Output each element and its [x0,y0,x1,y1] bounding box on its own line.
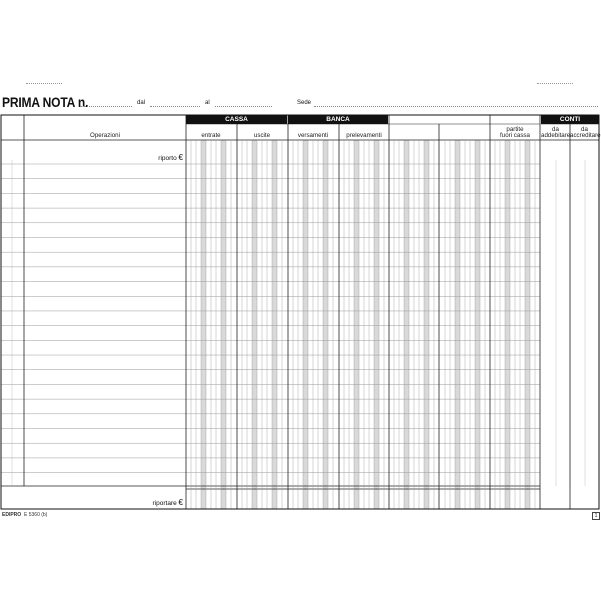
conti-header: CONTI [541,115,599,124]
partite-header-line2: fuori cassa [500,132,530,139]
prelevamenti-header: prelevamenti [346,132,382,139]
digit-shade-column [374,140,379,509]
form-code: E 5360 (b) [24,512,48,518]
uscite-header: uscite [253,132,271,139]
digit-shade-column [424,140,429,509]
partite-header-line1: partite [506,126,524,133]
digit-shade-column [252,140,257,509]
digit-shade-column [525,140,530,509]
operazioni-header: Operazioni [90,132,120,139]
page-number: 1 [592,512,600,520]
accreditare-header-line1: da [581,126,588,133]
sede-label: Sede [297,100,312,106]
digit-shade-column [272,140,277,509]
riportare-label: riportare [152,500,177,507]
versamenti-header: versamenti [297,132,329,139]
brand-logo: EDIPRO [2,512,22,518]
riporto-row-label [120,153,183,163]
digit-shade-column [475,140,480,509]
digit-shade-column [323,140,328,509]
addebitare-header-line1: da [552,126,559,133]
euro-icon: € [178,498,183,507]
digit-shade-column [455,140,460,509]
addebitare-header-line2: addebitare [541,132,571,139]
digit-shade-column [201,140,206,509]
cassa-header: CASSA [186,115,287,124]
al-label: al [205,100,210,106]
entrate-header: entrate [201,132,221,139]
digit-shade-column [505,140,510,509]
digit-shade-column [404,140,409,509]
accreditare-header-line2: accreditare [570,132,601,139]
dal-label: dal [137,100,146,106]
euro-icon: € [178,153,183,162]
digit-shade-column [221,140,226,509]
banca-header: BANCA [288,115,388,124]
riporto-label: riporto [158,155,177,162]
page-title: PRIMA NOTA n. [2,94,89,110]
digit-shade-column [303,140,308,509]
digit-shade-column [354,140,359,509]
riportare-row-label [110,498,183,508]
